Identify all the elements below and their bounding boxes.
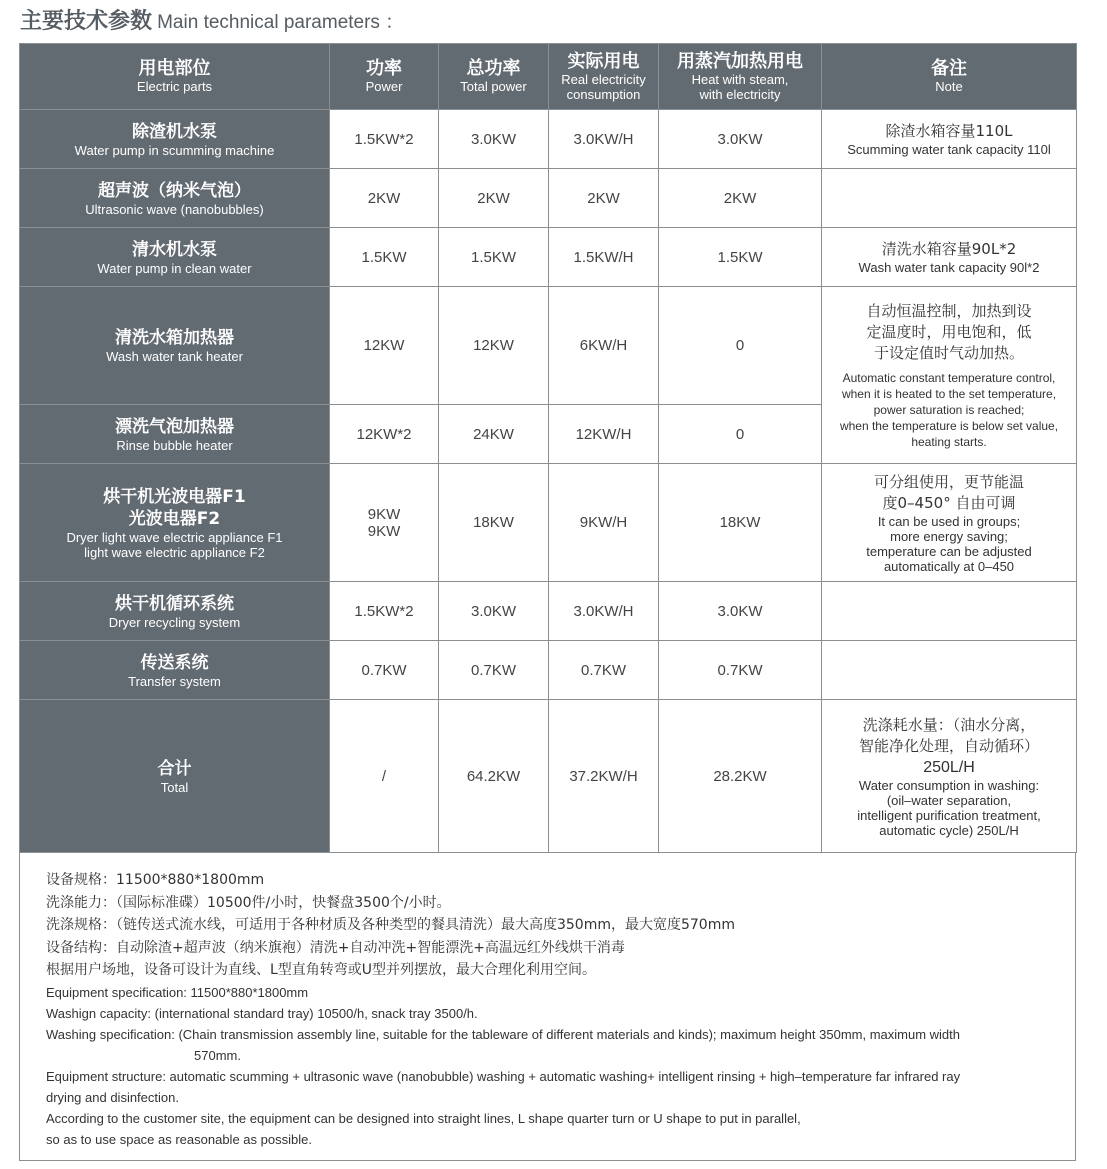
header-note: 备注 Note	[822, 44, 1077, 110]
table-header-row	[20, 44, 1077, 110]
power-cell: 1.5KW	[330, 228, 439, 287]
spec-line: Equipment structure: automatic scumming + ultrasonic wave (nanobubble) washing + automatic washing+ intelligent rinsing + high–temperature far infrared ray	[46, 1068, 961, 1084]
spec-line: 根据用户场地，设备可设计为直线、L型直角转弯或U型并列摆放，最大合理化利用空间。	[46, 962, 597, 978]
note-cell	[822, 641, 1077, 700]
spec-line: 洗涤规格：（链传送式流水线，可适用于各种材质及各种类型的餐具清洗）最大高度350mm，最大宽度570mm	[46, 917, 735, 933]
note-cell: 洗涤耗水量：（油水分离， 智能净化处理，自动循环） 250L/H Water consumption in washing: (oil–water separation, intelligent purification treatment, automatic cycle) 250L/H	[822, 700, 1077, 853]
real-cell: 9KW/H	[549, 464, 659, 582]
power-cell: 1.5KW*2	[330, 110, 439, 169]
power-cell: 9KW 9KW	[330, 464, 439, 582]
spec-line: 设备规格：11500*880*1800mm	[46, 872, 265, 888]
note-cell	[822, 582, 1077, 641]
note-cell: 清洗水箱容量90L*2 Wash water tank capacity 90l*2	[822, 228, 1077, 287]
note-cell: 可分组使用，更节能温 度0–450° 自由可调 It can be used in groups; more energy saving; temperature can be adjusted automatically at 0–450	[822, 464, 1077, 582]
spec-line: so as to use space as reasonable as possible.	[46, 1131, 312, 1147]
steam-cell: 0	[659, 405, 822, 464]
real-cell: 0.7KW	[549, 641, 659, 700]
real-cell: 6KW/H	[549, 287, 659, 405]
part-cell: 清洗水箱加热器 Wash water tank heater	[20, 287, 330, 405]
total-cell: 2KW	[439, 169, 549, 228]
power-cell: /	[330, 700, 439, 853]
steam-cell: 0.7KW	[659, 641, 822, 700]
power-cell: 1.5KW*2	[330, 582, 439, 641]
total-cell: 1.5KW	[439, 228, 549, 287]
spec-line: Washing specification: (Chain transmission assembly line, suitable for the tableware of different materials and kinds); maximum height 350mm, maximum width	[46, 1026, 960, 1042]
steam-cell: 3.0KW	[659, 110, 822, 169]
table-row	[20, 287, 1077, 405]
real-cell: 1.5KW/H	[549, 228, 659, 287]
spec-line: drying and disinfection.	[46, 1089, 179, 1105]
total-cell: 64.2KW	[439, 700, 549, 853]
title-colon: ：	[385, 11, 405, 33]
part-cell: 除渣机水泵 Water pump in scumming machine	[20, 110, 330, 169]
header-real-consumption: 实际用电 Real electricity consumption	[549, 44, 659, 110]
note-cell: 除渣水箱容量110L Scumming water tank capacity 110l	[822, 110, 1077, 169]
table-row	[20, 228, 1077, 287]
steam-cell: 2KW	[659, 169, 822, 228]
power-cell: 12KW*2	[330, 405, 439, 464]
real-cell: 3.0KW/H	[549, 110, 659, 169]
table-row	[20, 464, 1077, 582]
real-cell: 37.2KW/H	[549, 700, 659, 853]
total-cell: 3.0KW	[439, 110, 549, 169]
total-cell: 3.0KW	[439, 582, 549, 641]
table-row	[20, 582, 1077, 641]
part-cell: 清水机水泵 Water pump in clean water	[20, 228, 330, 287]
table-row	[20, 110, 1077, 169]
part-cell: 超声波（纳米气泡） Ultrasonic wave (nanobubbles)	[20, 169, 330, 228]
header-power: 功率 Power	[330, 44, 439, 110]
part-cell: 漂洗气泡加热器 Rinse bubble heater	[20, 405, 330, 464]
spec-line: 设备结构：自动除渣+超声波（纳米旗袍）清洗+自动冲洗+智能漂洗+高温远红外线烘干消毒	[46, 939, 625, 956]
total-cell: 12KW	[439, 287, 549, 405]
real-cell: 2KW	[549, 169, 659, 228]
steam-cell: 0	[659, 287, 822, 405]
parameters-table	[19, 43, 1077, 853]
part-cell: 烘干机循环系统 Dryer recycling system	[20, 582, 330, 641]
table-row	[20, 169, 1077, 228]
header-total-power: 总功率 Total power	[439, 44, 549, 110]
part-cell: 传送系统 Transfer system	[20, 641, 330, 700]
total-cell: 18KW	[439, 464, 549, 582]
total-cell: 0.7KW	[439, 641, 549, 700]
power-cell: 12KW	[330, 287, 439, 405]
part-cell: 合计 Total	[20, 700, 330, 853]
steam-cell: 3.0KW	[659, 582, 822, 641]
table-row	[20, 641, 1077, 700]
spec-line: Equipment specification: 11500*880*1800mm	[46, 984, 309, 1000]
page-title	[20, 6, 404, 38]
title-en: Main technical parameters	[157, 12, 380, 33]
table-row-total	[20, 700, 1077, 853]
specifications-box	[19, 852, 1076, 1161]
note-cell: 自动恒温控制，加热到设 定温度时，用电饱和，低 于设定值时气动加热。 Automatic constant temperature control, when it is heated to the set temperature, power saturation is reached; when the temperature is below set value, heating starts.	[822, 287, 1077, 464]
real-cell: 12KW/H	[549, 405, 659, 464]
header-steam-heating: 用蒸汽加热用电 Heat with steam, with electricity	[659, 44, 822, 110]
header-part: 用电部位 Electric parts	[20, 44, 330, 110]
power-cell: 0.7KW	[330, 641, 439, 700]
steam-cell: 1.5KW	[659, 228, 822, 287]
power-cell: 2KW	[330, 169, 439, 228]
total-cell: 24KW	[439, 405, 549, 464]
spec-line: 570mm.	[194, 1047, 241, 1063]
spec-line: According to the customer site, the equipment can be designed into straight lines, L shape quarter turn or U shape to put in parallel,	[46, 1110, 801, 1126]
steam-cell: 28.2KW	[659, 700, 822, 853]
real-cell: 3.0KW/H	[549, 582, 659, 641]
spec-line: Washign capacity: (international standard tray) 10500/h, snack tray 3500/h.	[46, 1005, 478, 1021]
spec-line: 洗涤能力：（国际标准碟）10500件/小时，快餐盘3500个/小时。	[46, 894, 451, 911]
steam-cell: 18KW	[659, 464, 822, 582]
title-zh: 主要技术参数	[20, 9, 153, 34]
part-cell: 烘干机光波电器F1 光波电器F2 Dryer light wave electric appliance F1 light wave electric appliance F2	[20, 464, 330, 582]
note-cell	[822, 169, 1077, 228]
